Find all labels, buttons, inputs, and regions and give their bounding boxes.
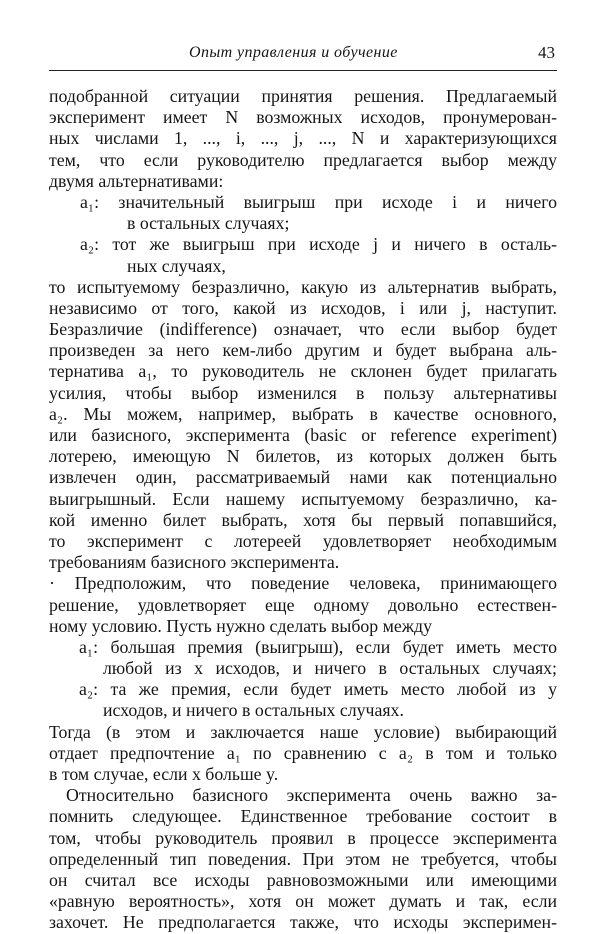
text-line: в том случае, если x больше y. [49,764,279,784]
alternative-a1-continuation: в остальных случаях; [127,213,290,234]
text-line: эксперимент имеет N возможных исходов, пронумерован- [49,107,557,128]
page-number: 43 [538,43,555,62]
text-line: он считал все исходы равновозможными или имеющими [49,869,557,890]
alternative-a1-line: a₁: значительный выигрыш при исходе i и ничего [80,191,557,212]
text-line: лотерею, имеющую N билетов, из которых должен быть [49,446,557,467]
text-line: двумя альтернативами: [49,170,224,191]
page-header [49,40,557,71]
text-line: независимо от того, какой из исходов, i или j, наступит. [49,297,557,318]
text-line: усилия, чтобы выбор изменился в пользу альтернативы [49,382,557,403]
alternative-a1-continuation: любой из x исходов, и ничего в остальных случаях; [103,658,557,679]
text-line: определенный тип поведения. При этом не требуется, чтобы [49,848,557,869]
text-line: захочет. Не предполагается также, что исходы эксперимен- [49,912,557,933]
body-text [49,86,557,934]
text-line: или базисного, эксперимента (basic or reference experiment) [49,425,557,445]
text-line: извлечен один, рассматриваемый нами как потенциально [49,467,557,488]
alternative-a2-continuation: исходов, и ничего в остальных случаях. [103,700,404,721]
text-line: том, чтобы руководитель проявил в процессе эксперимента [49,827,557,848]
text-line: выигрышный. Если нашему испытуемому безразлично, ка- [49,488,557,509]
text-line: то испытуемому безразлично, какую из альтернатив выбрать, [49,276,557,297]
text-line: подобранной ситуации принятия решения. Предлагаемый [49,86,557,106]
alternative-a2-continuation: ных случаях, [127,255,226,276]
text-line: Безразличие (indifference) означает, что если выбор будет [49,319,557,340]
text-line: ных числами 1, ..., i, ..., j, ..., N и характеризующихся [49,128,557,149]
paragraph-first-line: Относительно базисного эксперимента очень важно за- [66,785,557,806]
running-title: Опыт управления и обучение [189,44,398,61]
alternative-a1-line: a₁: большая премия (выигрыш), если будет иметь место [79,636,557,657]
text-line: то эксперимент с лотереей удовлетворяет необходимым [49,530,557,551]
paragraph-first-line: · Предположим, что поведение человека, принимающего [49,573,557,594]
text-line: отдает предпочтение a₁ по сравнению с a₂ в том и только [49,742,557,763]
alternative-a2-line: a₂: тот же выигрыш при исходе j и ничего в осталь- [80,234,557,255]
text-line: ному условию. Пусть нужно сделать выбор между [49,615,432,636]
text-line: тернатива a₁, то руководитель не склонен будет прилагать [49,361,557,382]
alternative-a2-line: a₂: та же премия, если будет иметь место любой из y [79,679,557,700]
text-line: кой именно билет выбрать, хотя бы первый попавшийся, [49,509,557,530]
text-line: «равную вероятность», хотя он может думать и так, если [49,891,557,912]
text-line: требованиям базисного эксперимента. [49,552,340,573]
text-line: a₂. Мы можем, например, выбрать в качестве основного, [49,403,557,424]
text-line: произведен за него кем-либо другим и будет выбрана аль- [49,340,557,361]
text-line: тем, что если руководителю предлагается выбор между [49,149,557,170]
text-line: решение, удовлетворяет еще одному довольно естествен- [49,594,557,615]
text-line: помнить следующее. Единственное требование состоит в [49,806,557,827]
text-line: Тогда (в этом и заключается наше условие) выбирающий [49,721,557,742]
